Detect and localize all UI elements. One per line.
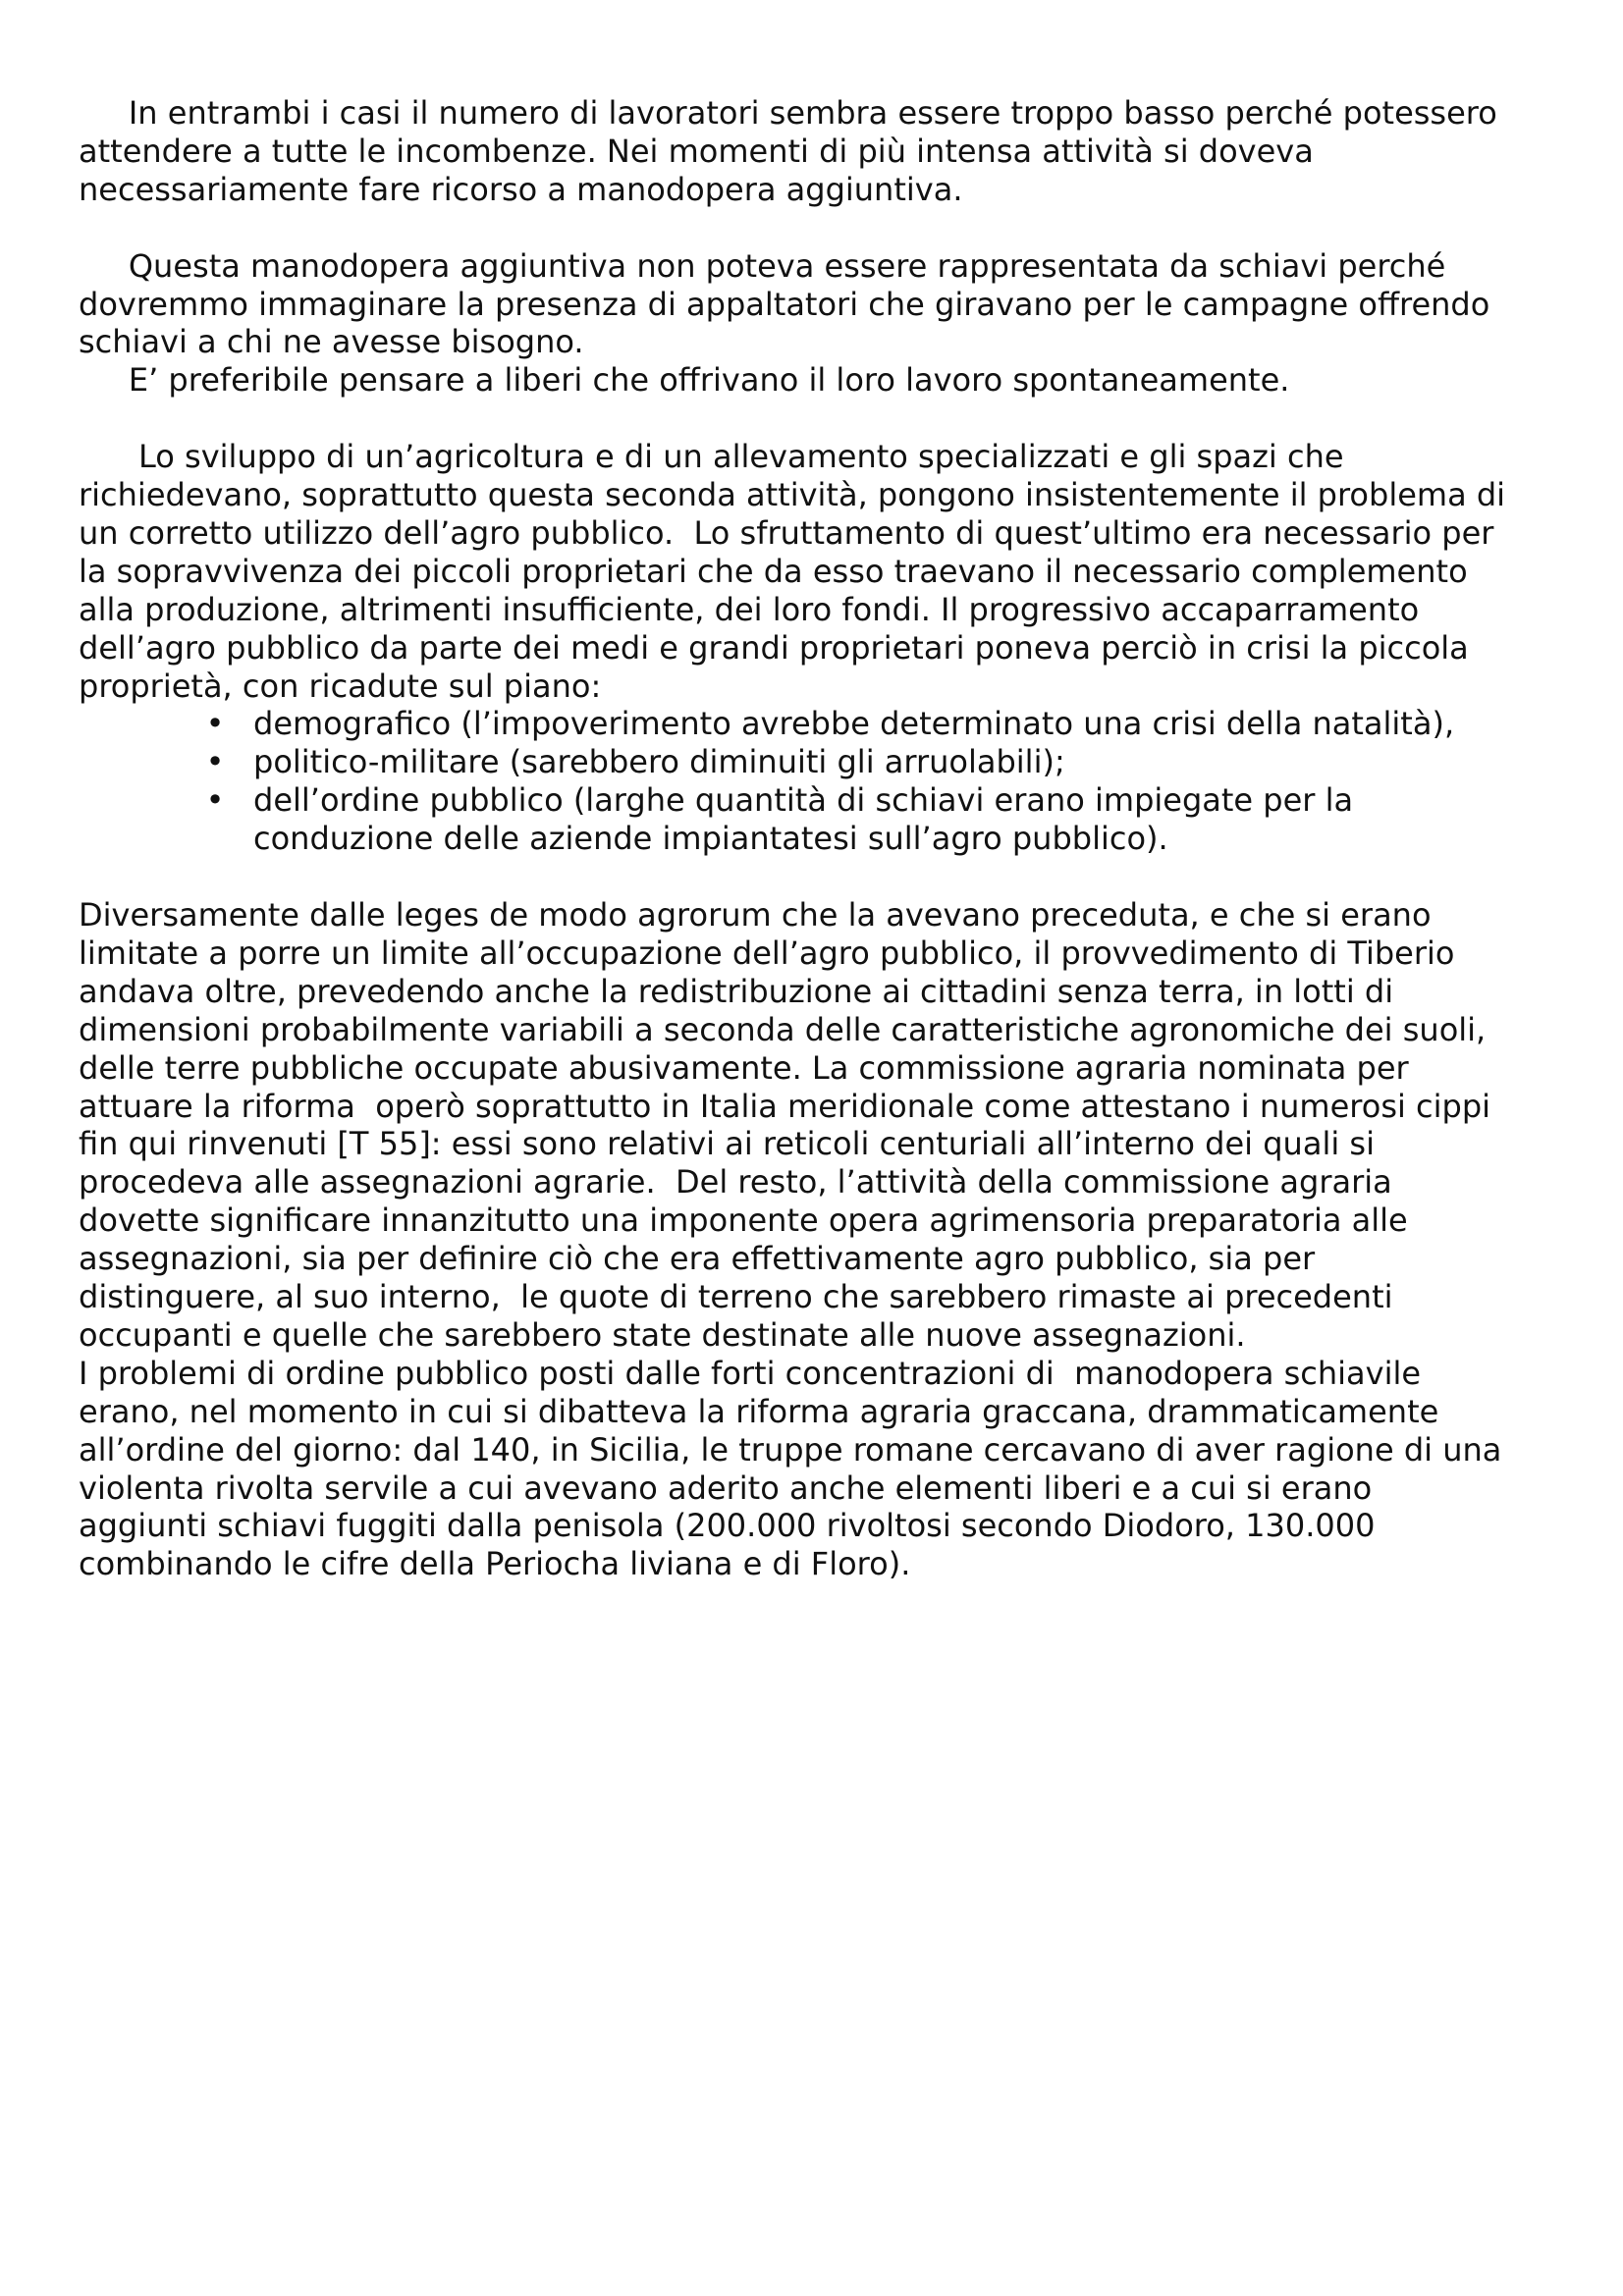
text-line: schiavi a chi ne avesse bisogno.: [79, 323, 584, 361]
paragraph-gap: [79, 400, 1581, 438]
text-line: Diversamente dalle leges de modo agrorum che la avevano preceduta, e che si erano: [79, 895, 1432, 934]
paragraph-gap: [79, 209, 1581, 247]
paragraph-additional-labour: [79, 247, 1581, 400]
paragraph-tiberius-reform: [79, 896, 1581, 1583]
bullet-item: [79, 781, 1581, 820]
text-line: attendere a tutte le incombenze. Nei momenti di più intensa attività si doveva: [79, 132, 1314, 170]
text-line: assegnazioni, sia per definire ciò che era effettivamente agro pubblico, sia per: [79, 1240, 1316, 1278]
text-line: andava oltre, prevedendo anche la redistribuzione ai cittadini senza terra, in lotti di: [79, 972, 1394, 1010]
bullet-icon: •: [205, 705, 225, 743]
text-line: limitate a porre un limite all’occupazione dell’agro pubblico, il provvedimento di Tiberio: [79, 934, 1455, 972]
text-line: necessariamente fare ricorso a manodopera aggiuntiva.: [79, 170, 963, 208]
bullet-text: conduzione delle aziende impiantatesi sull’agro pubblico).: [253, 820, 1168, 858]
text-line: dovremmo immaginare la presenza di appaltatori che giravano per le campagne offrendo: [79, 285, 1490, 323]
bullet-text: demografico (l’impoverimento avrebbe determinato una crisi della natalità),: [253, 705, 1455, 743]
text-line: fin qui rinvenuti [T 55]: essi sono relativi ai reticoli centuriali all’interno dei quali si: [79, 1125, 1375, 1163]
text-line: attuare la riforma operò soprattutto in Italia meridionale come attestano i numerosi cippi: [79, 1087, 1491, 1125]
text-line: I problemi di ordine pubblico posti dalle forti concentrazioni di manodopera schiavile: [79, 1354, 1422, 1392]
text-line: la sopravvivenza dei piccoli proprietari che da esso traevano il necessario complemento: [79, 552, 1468, 590]
bullet-icon: •: [205, 743, 225, 781]
text-line: In entrambi i casi il numero di lavoratori sembra essere troppo basso perché potessero: [79, 94, 1497, 132]
paragraph-workers: [79, 94, 1581, 209]
paragraph-agriculture: [79, 438, 1581, 705]
text-line: distinguere, al suo interno, le quote di terreno che sarebbero rimaste ai precedenti: [79, 1278, 1393, 1316]
text-line: Questa manodopera aggiuntiva non poteva essere rappresentata da schiavi perché: [79, 246, 1446, 285]
text-line: alla produzione, altrimenti insufficiente, dei loro fondi. Il progressivo accaparramento: [79, 590, 1420, 628]
bullet-text: politico-militare (sarebbero diminuiti gli arruolabili);: [253, 743, 1065, 781]
text-line: Lo sviluppo di un’agricoltura e di un allevamento specializzati e gli spazi che: [79, 438, 1344, 476]
bullet-list: [79, 705, 1581, 858]
text-line: erano, nel momento in cui si dibatteva la riforma agraria graccana, drammaticamente: [79, 1392, 1439, 1430]
text-line: procedeva alle assegnazioni agrarie. Del resto, l’attività della commissione agraria: [79, 1163, 1392, 1201]
document-page: [79, 94, 1581, 1583]
text-line: occupanti e quelle che sarebbero state destinate alle nuove assegnazioni.: [79, 1315, 1246, 1354]
text-line: all’ordine del giorno: dal 140, in Sicilia, le truppe romane cercavano di aver ragione di una: [79, 1430, 1502, 1468]
bullet-icon: •: [205, 781, 225, 820]
text-line: proprietà, con ricadute sul piano:: [79, 667, 602, 705]
bullet-item: [79, 705, 1581, 743]
text-line: combinando le cifre della Periocha liviana e di Floro).: [79, 1545, 911, 1583]
text-line: un corretto utilizzo dell’agro pubblico. Lo sfruttamento di quest’ultimo era necessario per: [79, 513, 1494, 552]
text-line: aggiunti schiavi fuggiti dalla penisola (200.000 rivoltosi secondo Diodoro, 130.000: [79, 1507, 1376, 1545]
text-line: dell’agro pubblico da parte dei medi e grandi proprietari poneva perciò in crisi la piccola: [79, 628, 1469, 667]
text-line: dimensioni probabilmente variabili a seconda delle caratteristiche agronomiche dei suoli,: [79, 1010, 1487, 1048]
bullet-continuation: [79, 820, 1581, 858]
text-line: violenta rivolta servile a cui avevano aderito anche elementi liberi e a cui si erano: [79, 1468, 1373, 1507]
paragraph-gap: [79, 858, 1581, 896]
text-line: richiedevano, soprattutto questa seconda attività, pongono insistentemente il problema di: [79, 476, 1506, 514]
text-line: dovette significare innanzitutto una imponente opera agrimensoria preparatoria alle: [79, 1201, 1408, 1240]
text-line: E’ preferibile pensare a liberi che offrivano il loro lavoro spontaneamente.: [79, 361, 1290, 400]
text-line: delle terre pubbliche occupate abusivamente. La commissione agraria nominata per: [79, 1048, 1409, 1087]
bullet-item: [79, 743, 1581, 781]
bullet-text: dell’ordine pubblico (larghe quantità di schiavi erano impiegate per la: [253, 781, 1354, 820]
